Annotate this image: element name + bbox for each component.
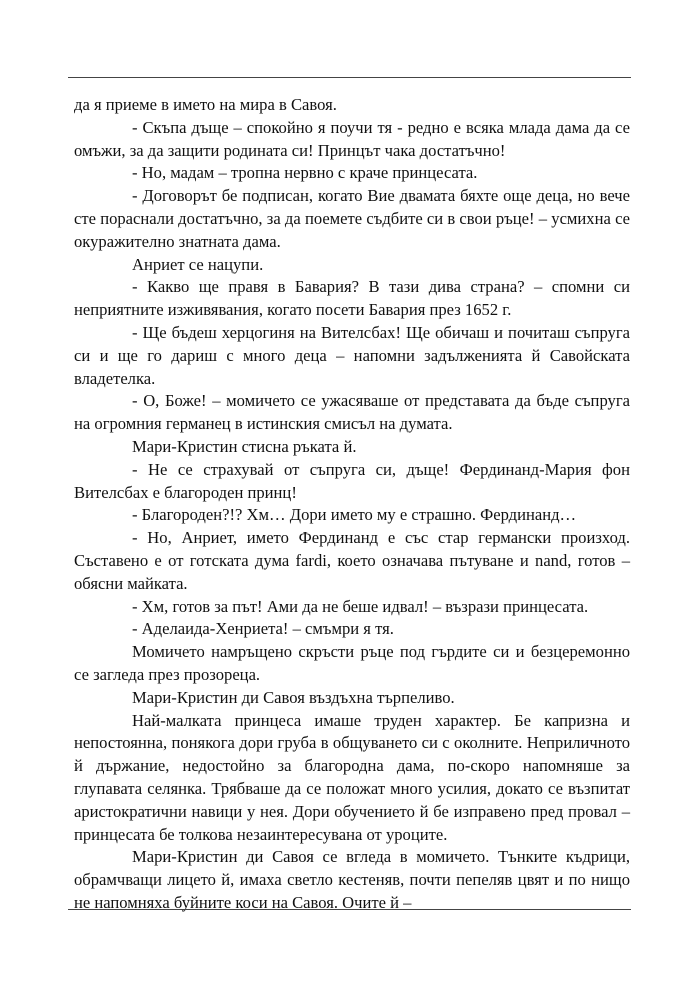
page-text: [74, 94, 630, 915]
paragraph-12: - Но, Анриет, името Фердинанд е със стар германски произход. Съставено е от готската дума fardi, което означава пътуване и nand, готов – обясни майката.: [74, 528, 630, 593]
paragraph-14: - Аделаида-Хенриета! – смъмри я тя.: [132, 619, 394, 639]
paragraph-3: - Но, мадам – тропна нервно с краче принцесата.: [132, 163, 478, 183]
paragraph-5: Анриет се нацупи.: [132, 254, 264, 274]
paragraph-4: - Договорът бе подписан, когато Вие двамата бяхте още деца, но вече сте пораснали достатъчно, за да поемете съдбите си в свои ръце! – усмихна се окуражително знатната дама.: [74, 186, 630, 251]
paragraph-16: Мари-Кристин ди Савоя въздъхна търпеливо.: [132, 687, 455, 707]
paragraph-6: - Какво ще правя в Бавария? В тази дива страна? – спомни си неприятните изживявания, когато посети Бавария през 1652 г.: [74, 277, 630, 320]
bottom-rule: [68, 909, 631, 910]
paragraph-11: - Благороден?!? Хм… Дори името му е страшно. Фердинанд…: [132, 505, 577, 525]
paragraph-7: - Ще бъдеш херцогиня на Вителсбах! Ще обичаш и почиташ съпруга си и ще го дариш с много деца – напомни задълженията й Савойската владетелка.: [74, 322, 630, 388]
paragraph-15: Момичето намръщено скръсти ръце под гърдите си и безцеремонно се загледа през прозореца.: [74, 642, 630, 684]
paragraph-2: - Скъпа дъще – спокойно я поучи тя - редно е всяка млада дама да се омъжи, за да защити родината си! Принцът чака достатъчно!: [74, 117, 630, 160]
paragraph-1: да я приеме в името на мира в Савоя.: [74, 95, 337, 114]
top-rule: [68, 77, 631, 78]
paragraph-17: Най-малката принцеса имаше труден характер. Бе капризна и непостоянна, понякога дори груба в общуването си с околните. Неприличното й държание, недостойно за благородна дама, по-скоро напомняше за глупавата селянка. Трябваше да се положат много усилия, докато се възпитат аристократични навици у нея. Дори обучението й бе изправено пред провал – принцесата бе толкова незаинтересувана от уроците.: [74, 710, 630, 844]
paragraph-10: - Не се страхувай от съпруга си, дъще! Фердинанд-Мария фон Вителсбах е благороден принц!: [74, 459, 630, 502]
paragraph-18: Мари-Кристин ди Савоя се вгледа в момичето. Тънките къдрици, обрамчващи лицето й, имаха светло кестеняв, почти пепеляв цвят и по нищо не напомняха буйните коси на Савоя. Очите й –: [74, 847, 630, 912]
paragraph-9: Мари-Кристин стисна ръката й.: [132, 436, 357, 456]
paragraph-13: - Хм, готов за път! Ами да не беше идвал! – възрази принцесата.: [132, 596, 589, 616]
paragraph-8: - О, Боже! – момичето се ужасяваше от представата да бъде съпруга на огромния германец в истинския смисъл на думата.: [74, 391, 630, 434]
